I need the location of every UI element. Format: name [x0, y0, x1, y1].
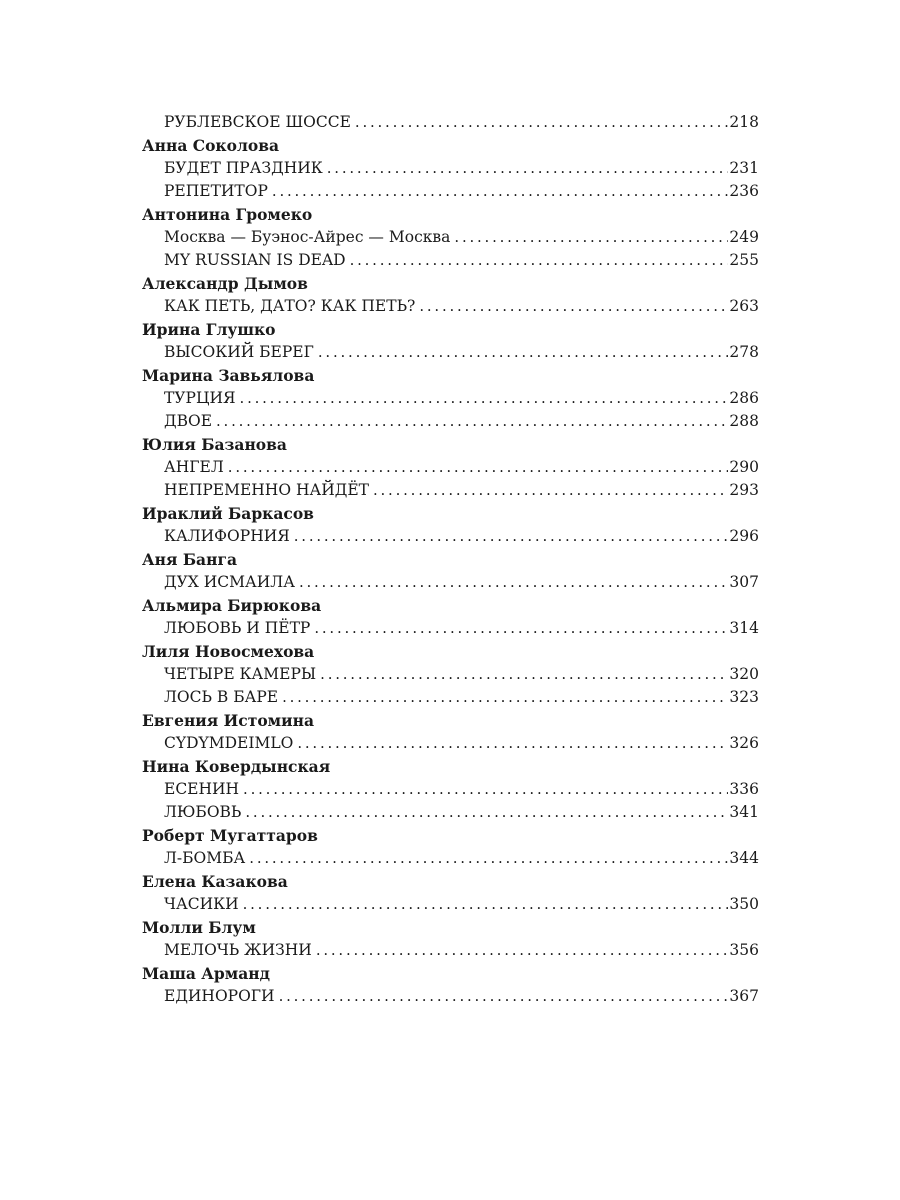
- dot-leader: [272, 180, 729, 203]
- entry-title: ВЫСОКИЙ БЕРЕГ: [164, 343, 314, 361]
- toc-entry: [164, 939, 759, 962]
- toc-entry: [164, 778, 759, 801]
- toc-entry: [164, 686, 759, 709]
- toc-entry: [164, 410, 759, 433]
- toc-entry: [164, 180, 759, 203]
- page-number: 278: [729, 343, 759, 361]
- page-number: 255: [729, 251, 759, 269]
- toc-entry: [164, 617, 759, 640]
- dot-leader: [355, 111, 729, 134]
- entry-title: ЧЕТЫРЕ КАМЕРЫ: [164, 665, 317, 683]
- toc-entry: [164, 111, 759, 134]
- toc-entry: [164, 525, 759, 548]
- toc-block: [142, 870, 759, 916]
- author-name: Александр Дымов: [142, 274, 308, 293]
- dot-leader: [419, 295, 728, 318]
- page-number: 350: [729, 895, 759, 913]
- dot-leader: [454, 226, 728, 249]
- entry-title: ЛОСЬ В БАРЕ: [164, 688, 279, 706]
- page-number: 263: [729, 297, 759, 315]
- entry-title: ЛЮБОВЬ: [164, 803, 242, 821]
- toc-entry: [164, 847, 759, 870]
- entry-title: ЛЮБОВЬ И ПЁТР: [164, 619, 311, 637]
- page-number: 288: [729, 412, 759, 430]
- author-name: Лиля Новосмехова: [142, 642, 315, 661]
- toc-block: [142, 111, 759, 134]
- dot-leader: [240, 387, 729, 410]
- page-number: 336: [729, 780, 759, 798]
- dot-leader: [320, 663, 728, 686]
- author-name: Молли Блум: [142, 918, 256, 937]
- toc-block: [142, 962, 759, 1008]
- toc-block: [142, 755, 759, 824]
- author-name: Анна Соколова: [142, 136, 280, 155]
- toc-block: [142, 824, 759, 870]
- dot-leader: [279, 985, 729, 1008]
- entry-title: ЕСЕНИН: [164, 780, 240, 798]
- toc-block: [142, 640, 759, 709]
- page-number: 356: [729, 941, 759, 959]
- toc-block: [142, 318, 759, 364]
- toc-entry: [164, 801, 759, 824]
- entry-title: Л-БОМБА: [164, 849, 246, 867]
- author-name: Нина Ковердынская: [142, 757, 331, 776]
- toc-entry: [164, 985, 759, 1008]
- dot-leader: [249, 847, 728, 870]
- entry-title: МЕЛОЧЬ ЖИЗНИ: [164, 941, 312, 959]
- dot-leader: [373, 479, 728, 502]
- entry-title: РЕПЕТИТОР: [164, 182, 268, 200]
- dot-leader: [243, 893, 729, 916]
- author-name: Евгения Истомина: [142, 711, 315, 730]
- toc-entry: [164, 479, 759, 502]
- entry-title: ДУХ ИСМАИЛА: [164, 573, 295, 591]
- entry-title: НЕПРЕМЕННО НАЙДЁТ: [164, 481, 369, 499]
- dot-leader: [245, 801, 728, 824]
- toc-entry: [164, 456, 759, 479]
- toc-block: [142, 916, 759, 962]
- entry-title: ЕДИНОРОГИ: [164, 987, 275, 1005]
- dot-leader: [297, 732, 728, 755]
- page-number: 296: [729, 527, 759, 545]
- entry-title: CYDYMDEIMLO: [164, 734, 294, 752]
- toc-entry: [164, 249, 759, 272]
- entry-title: БУДЕТ ПРАЗДНИК: [164, 159, 323, 177]
- toc-entry: [164, 571, 759, 594]
- toc-entry: [164, 157, 759, 180]
- dot-leader: [327, 157, 729, 180]
- toc-block: [142, 548, 759, 594]
- entry-title: ТУРЦИЯ: [164, 389, 236, 407]
- entry-title: Москва — Буэнос-Айрес — Москва: [164, 228, 451, 246]
- page-number: 290: [729, 458, 759, 476]
- toc-entry: [164, 341, 759, 364]
- author-name: Ираклий Баркасов: [142, 504, 314, 523]
- toc-entry: [164, 732, 759, 755]
- toc-entry: [164, 226, 759, 249]
- dot-leader: [216, 410, 728, 433]
- entry-title: КАЛИФОРНИЯ: [164, 527, 290, 545]
- toc-entry: [164, 663, 759, 686]
- page-number: 320: [729, 665, 759, 683]
- toc-block: [142, 203, 759, 272]
- dot-leader: [282, 686, 728, 709]
- page-number: 293: [729, 481, 759, 499]
- author-name: Елена Казакова: [142, 872, 288, 891]
- entry-title: РУБЛЕВСКОЕ ШОССЕ: [164, 113, 351, 131]
- page-number: 286: [729, 389, 759, 407]
- author-name: Антонина Громеко: [142, 205, 313, 224]
- toc-block: [142, 433, 759, 502]
- author-name: Роберт Мугаттаров: [142, 826, 318, 845]
- entry-title: ЧАСИКИ: [164, 895, 239, 913]
- entry-title: ДВОЕ: [164, 412, 213, 430]
- entry-title: КАК ПЕТЬ, ДАТО? КАК ПЕТЬ?: [164, 297, 416, 315]
- author-name: Марина Завьялова: [142, 366, 315, 385]
- toc-block: [142, 134, 759, 203]
- entry-title: MY RUSSIAN IS DEAD: [164, 251, 346, 269]
- page-number: 231: [729, 159, 759, 177]
- author-name: Юлия Базанова: [142, 435, 287, 454]
- page-number: 307: [729, 573, 759, 591]
- page-number: 218: [729, 113, 759, 131]
- dot-leader: [316, 939, 729, 962]
- page-number: 249: [729, 228, 759, 246]
- author-name: Альмира Бирюкова: [142, 596, 322, 615]
- toc-entry: [164, 387, 759, 410]
- toc-block: [142, 709, 759, 755]
- entry-title: АНГЕЛ: [164, 458, 224, 476]
- table-of-contents: [142, 111, 759, 1008]
- page-number: 367: [729, 987, 759, 1005]
- page-number: 344: [729, 849, 759, 867]
- dot-leader: [314, 617, 728, 640]
- dot-leader: [318, 341, 729, 364]
- toc-block: [142, 594, 759, 640]
- toc-block: [142, 502, 759, 548]
- toc-block: [142, 364, 759, 433]
- page-number: 341: [729, 803, 759, 821]
- toc-entry: [164, 295, 759, 318]
- dot-leader: [228, 456, 729, 479]
- dot-leader: [294, 525, 729, 548]
- page-number: 314: [729, 619, 759, 637]
- author-name: Маша Арманд: [142, 964, 270, 983]
- dot-leader: [243, 778, 728, 801]
- author-name: Аня Банга: [142, 550, 237, 569]
- page-number: 236: [729, 182, 759, 200]
- toc-block: [142, 272, 759, 318]
- dot-leader: [299, 571, 728, 594]
- page-number: 323: [729, 688, 759, 706]
- author-name: Ирина Глушко: [142, 320, 276, 339]
- toc-entry: [164, 893, 759, 916]
- page-number: 326: [729, 734, 759, 752]
- dot-leader: [350, 249, 729, 272]
